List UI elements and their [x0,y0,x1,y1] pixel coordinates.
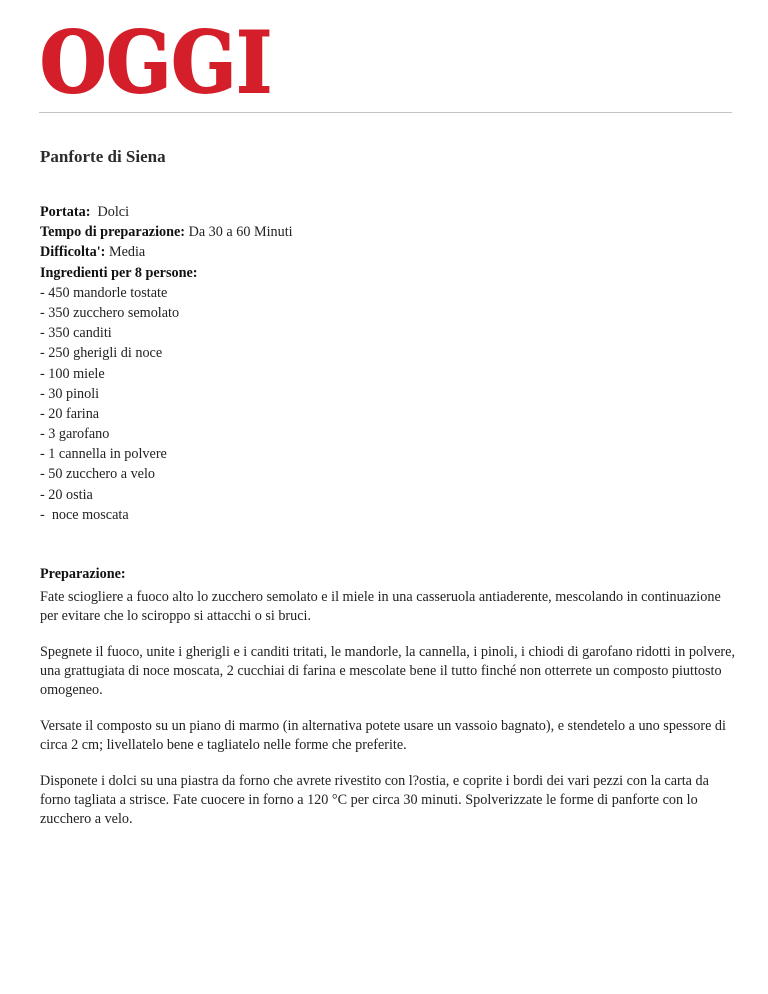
ingredient-item: - 350 canditi [40,325,112,342]
ingredient-item: - 30 pinoli [40,385,100,402]
header-divider [39,112,732,113]
recipe-meta [40,202,293,525]
prep-time-value: Da 30 a 60 Minuti [188,224,293,241]
oggi-logo [39,26,273,98]
ingredient-item: - 350 zucchero semolato [40,304,180,321]
ingredient-list [40,283,293,525]
difficulty-row [40,242,293,262]
course-value: Dolci [97,204,130,220]
course-label: Portata: [40,204,91,220]
recipe-title: Panforte di Siena [40,147,166,166]
ingredient-item: - 250 gherigli di noce [40,345,163,362]
course-row [40,202,293,222]
prep-time-label: Tempo di preparazione: [40,224,186,241]
ingredients-heading-row [40,263,293,283]
ingredient-item: - 100 miele [40,365,105,382]
preparation-step: Disponete i dolci su una piastra da forno che avrete rivestito con l?ostia, e coprite i bordi dei vari pezzi con la carta da forno tagliata a strisce. Fate cuocere in forno a 120 °C per circa 30 minuti. Spolverizzate le forme di panforte con lo zucchero a velo. [40,773,709,827]
logo-text: OGGI [40,26,272,98]
ingredient-item: - 3 garofano [40,426,110,443]
preparation-text [40,588,735,846]
prep-time-row [40,222,293,242]
ingredient-item: - 20 farina [40,405,100,422]
ingredient-item: - 450 mandorle tostate [40,284,168,301]
preparation-step: Spegnete il fuoco, unite i gherigli e i canditi tritati, le mandorle, la cannella, i pinoli, i chiodi di garofano ridotti in polvere, una grattugiata di noce moscata, 2 cucchiai di farina e mescolate bene il tutto finché non otterrete un composto piuttosto omogeneo. [40,644,735,698]
ingredient-item: - 50 zucchero a velo [40,466,156,483]
ingredients-label: Ingredienti per 8 persone: [40,264,198,281]
preparation-heading: Preparazione: [40,566,126,582]
preparation-step: Versate il composto su un piano di marmo (in alternativa potete usare un vassoio bagnato), e stendetelo a uno spessore di circa 2 cm; livellatelo bene e tagliatelo nelle forme che preferite. [40,718,726,753]
ingredient-item: - 20 ostia [40,486,93,503]
oggi-logo-mark [39,26,273,98]
ingredient-item: - noce moscata [40,506,129,523]
difficulty-label: Difficolta': [40,244,106,261]
preparation-step: Fate sciogliere a fuoco alto lo zucchero semolato e il miele in una casseruola antiaderente, mescolando in continuazione per evitare che lo sciroppo si attacchi o si bruci. [40,589,721,624]
ingredient-item: - 1 cannella in polvere [40,446,167,463]
difficulty-value: Media [108,244,146,261]
